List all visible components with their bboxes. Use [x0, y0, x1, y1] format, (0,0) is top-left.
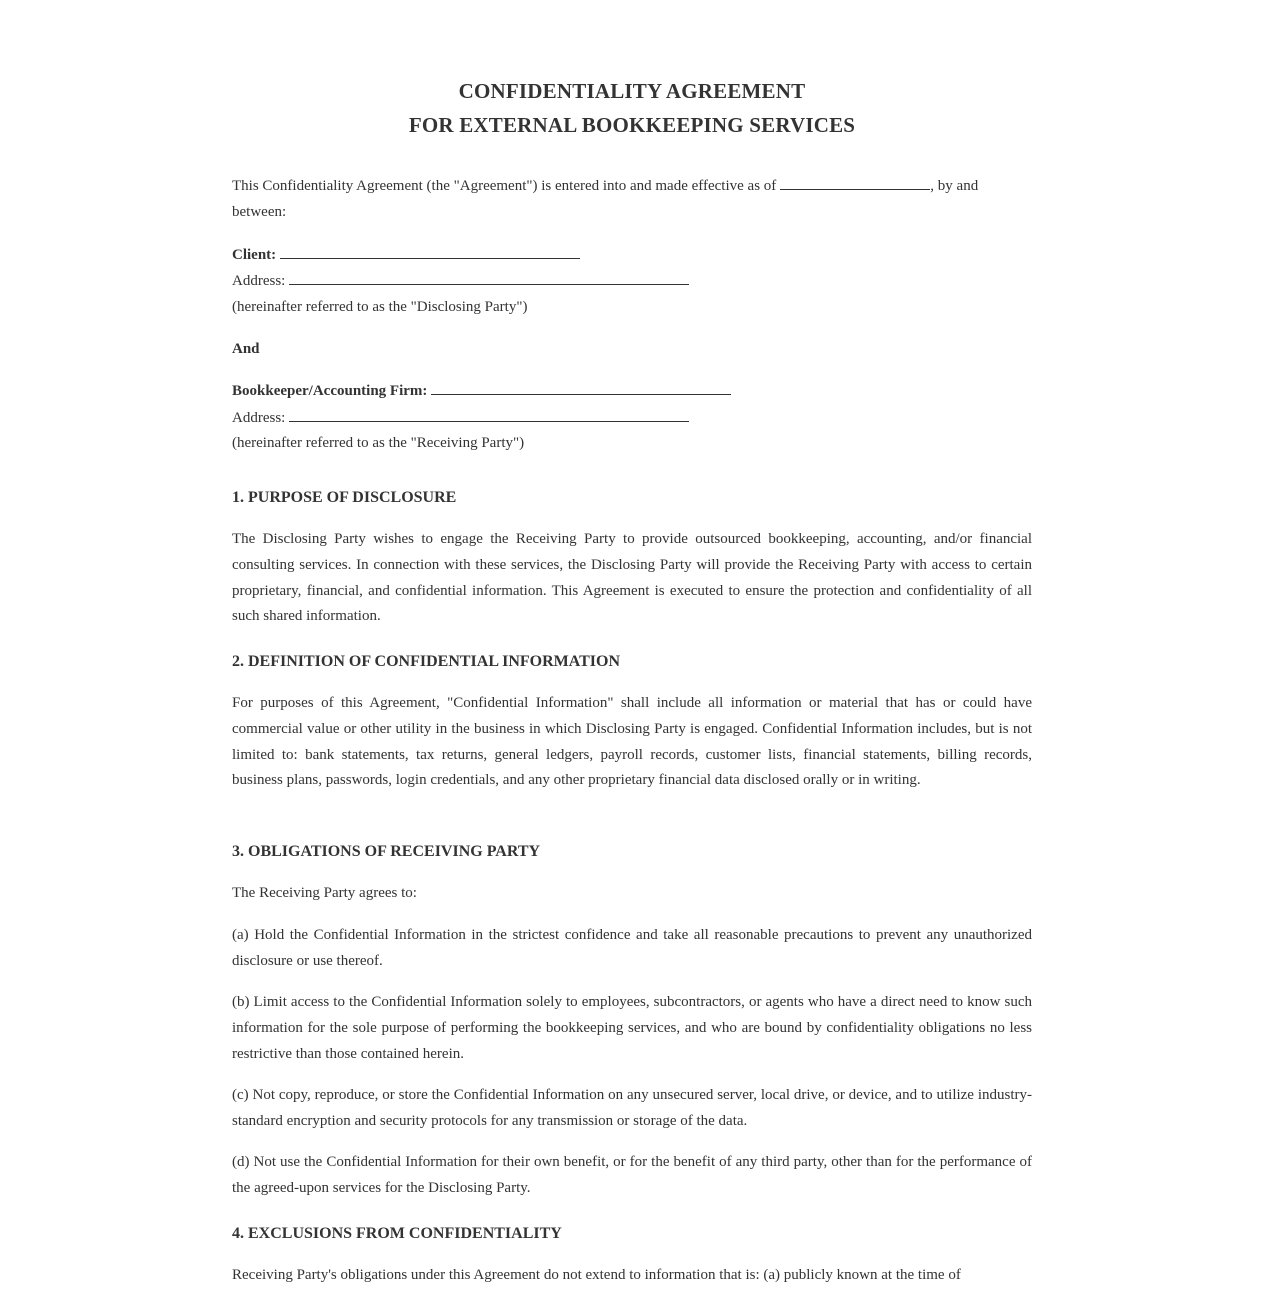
bookkeeper-address-line	[232, 405, 689, 431]
effective-date-blank[interactable]	[780, 175, 930, 190]
client-address-blank[interactable]	[289, 270, 689, 285]
section-3-item-b: (b) Limit access to the Confidential Information solely to employees, subcontractors, or agents who have a direct need to know such information for the sole purpose of performing the bookkeeping services, and who are bound by confidentiality obligations no less restrictive than those contained herein.	[232, 994, 1032, 1062]
bookkeeper-address-blank[interactable]	[289, 407, 689, 422]
intro-text-line2: between:	[232, 203, 287, 220]
intro-text-after: , by and	[930, 178, 979, 194]
bookkeeper-referred-text: (hereinafter referred to as the "Receiving Party")	[232, 435, 525, 451]
intro-text-before: This Confidentiality Agreement (the "Agreement") is entered into and made effective as of	[232, 178, 777, 194]
bookkeeper-name-blank[interactable]	[431, 380, 731, 395]
bookkeeper-line	[232, 378, 731, 404]
bookkeeper-address-label: Address:	[232, 410, 286, 426]
and-label: And	[232, 341, 260, 357]
client-address-label: Address:	[232, 273, 286, 289]
client-label: Client:	[232, 247, 277, 263]
bookkeeper-label: Bookkeeper/Accounting Firm:	[232, 383, 428, 399]
client-name-blank[interactable]	[280, 244, 580, 259]
section-3-intro: The Receiving Party agrees to:	[232, 885, 417, 901]
client-address-line	[232, 268, 689, 294]
section-1-heading: 1. PURPOSE OF DISCLOSURE	[232, 489, 457, 506]
section-3-item-a: (a) Hold the Confidential Information in the strictest confidence and take all reasonable precautions to prevent any unauthorized disclosure or use thereof.	[232, 927, 1032, 969]
section-2-heading: 2. DEFINITION OF CONFIDENTIAL INFORMATION	[232, 653, 621, 670]
section-4-paragraph: Receiving Party's obligations under this Agreement do not extend to information that is: (a) publicly known at the time of	[232, 1267, 961, 1283]
section-3-heading: 3. OBLIGATIONS OF RECEIVING PARTY	[232, 843, 541, 860]
section-3-item-c: (c) Not copy, reproduce, or store the Confidential Information on any unsecured server, local drive, or device, and to utilize industry-standard encryption and security protocols for any transmission or storage of the data.	[232, 1087, 1032, 1129]
section-1-paragraph: The Disclosing Party wishes to engage the Receiving Party to provide outsourced bookkeeping, accounting, and/or financial consulting services. In connection with these services, the Disclosing Party will provide the Receiving Party with access to certain proprietary, financial, and confidential information. This Agreement is executed to ensure the protection and confidentiality of all such shared information.	[232, 531, 1032, 625]
section-4-heading: 4. EXCLUSIONS FROM CONFIDENTIALITY	[232, 1225, 562, 1242]
client-referred-text: (hereinafter referred to as the "Disclosing Party")	[232, 299, 528, 315]
document-title-line-1: CONFIDENTIALITY AGREEMENT	[458, 79, 806, 103]
section-2-paragraph: For purposes of this Agreement, "Confidential Information" shall include all information or material that has or could have commercial value or other utility in the business in which Disclosing Party is engaged. Confidential Information includes, but is not limited to: bank statements, tax returns, general ledgers, payroll records, customer lists, financial statements, billing records, business plans, passwords, login credentials, and any other proprietary financial data disclosed orally or in writing.	[232, 695, 1032, 789]
section-3-item-d: (d) Not use the Confidential Information for their own benefit, or for the benefit of any third party, other than for the performance of the agreed-upon services for the Disclosing Party.	[232, 1154, 1032, 1196]
intro-paragraph	[232, 174, 1032, 226]
document-title-line-2: FOR EXTERNAL BOOKKEEPING SERVICES	[408, 113, 856, 137]
client-line	[232, 242, 580, 268]
